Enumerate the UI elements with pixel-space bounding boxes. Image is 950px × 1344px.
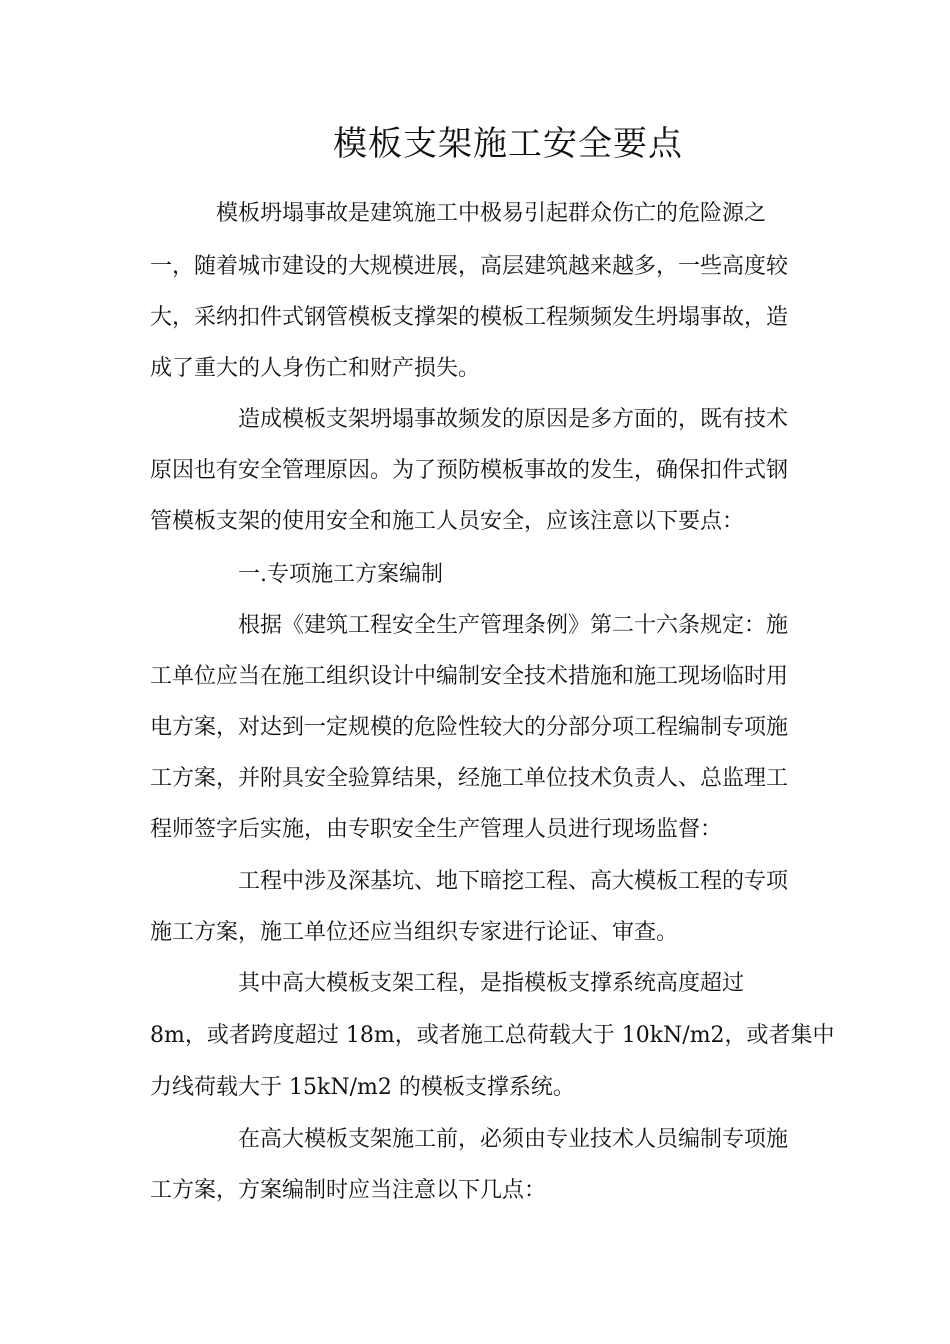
paragraph-line: 施工方案，施工单位还应当组织专家进行论证、审查。 <box>150 920 679 945</box>
document-title: 模板支架施工安全要点 <box>333 124 683 164</box>
paragraph-line: 原因也有安全管理原因。为了预防模板事故的发生，确保扣件式钢 <box>150 458 789 483</box>
paragraph-line: 程师签字后实施，由专职安全生产管理人员进行现场监督： <box>150 817 723 842</box>
paragraph-line: 一，随着城市建设的大规模进展，高层建筑越来越多，一些高度较 <box>150 254 789 279</box>
paragraph-line: 8m，或者跨度超过 18m，或者施工总荷载大于 10kN/m2，或者集中 <box>150 1023 835 1048</box>
paragraph-line: 力线荷载大于 15kN/m2 的模板支撑系统。 <box>150 1075 575 1100</box>
paragraph-line: 电方案，对达到一定规模的危险性较大的分部分项工程编制专项施 <box>150 715 789 740</box>
paragraph-line: 成了重大的人身伤亡和财产损失。 <box>150 356 481 381</box>
paragraph-line: 造成模板支架坍塌事故频发的原因是多方面的，既有技术 <box>238 407 789 432</box>
paragraph-line: 工方案，并附具安全验算结果，经施工单位技术负责人、总监理工 <box>150 766 789 791</box>
paragraph-line: 根据《建筑工程安全生产管理条例》第二十六条规定：施 <box>238 613 789 638</box>
paragraph-line: 模板坍塌事故是建筑施工中极易引起群众伤亡的危险源之 <box>216 201 767 226</box>
paragraph-line: 管模板支架的使用安全和施工人员安全，应该注意以下要点： <box>150 509 745 534</box>
section-heading: 一.专项施工方案编制 <box>238 562 443 587</box>
paragraph-line: 工方案，方案编制时应当注意以下几点： <box>150 1178 547 1203</box>
paragraph-line: 其中高大模板支架工程，是指模板支撑系统高度超过 <box>238 971 745 996</box>
paragraph-line: 在高大模板支架施工前，必须由专业技术人员编制专项施 <box>238 1127 789 1152</box>
paragraph-line: 工单位应当在施工组织设计中编制安全技术措施和施工现场临时用 <box>150 664 789 689</box>
paragraph-line: 工程中涉及深基坑、地下暗挖工程、高大模板工程的专项 <box>238 869 789 894</box>
paragraph-line: 大，采纳扣件式钢管模板支撑架的模板工程频频发生坍塌事故，造 <box>150 305 789 330</box>
